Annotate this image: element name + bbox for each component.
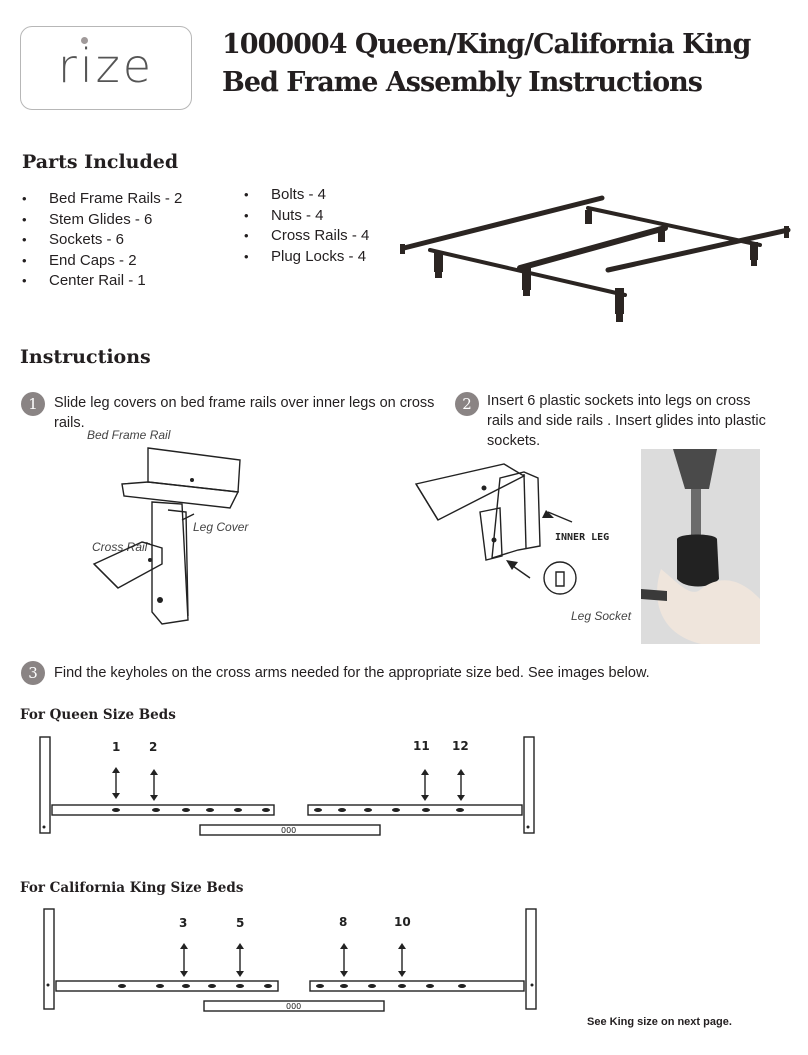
logo-text: rize: [57, 39, 155, 93]
parts-list-2: [244, 185, 369, 267]
parts-list-1: [22, 189, 182, 292]
footer-note: See King size on next page.: [587, 1016, 732, 1028]
label-leg-cover: Leg Cover: [193, 520, 249, 534]
step-2-badge: 2: [455, 392, 479, 416]
calking-heading: For California King Size Beds: [20, 880, 244, 896]
step-3-badge: 3: [21, 661, 45, 685]
page-title: [222, 26, 750, 102]
instructions-heading: Instructions: [20, 346, 151, 368]
list-item: • End Caps - 2: [22, 251, 182, 272]
calking-hole-label: 5: [236, 916, 245, 930]
calking-hole-label: 3: [179, 916, 188, 930]
queen-hole-label: 1: [112, 740, 121, 754]
list-item: • Cross Rails - 4: [244, 226, 369, 247]
title-line-1: 1000004 Queen/King/California King: [222, 29, 751, 60]
glide-insert-photo: [641, 449, 760, 644]
calking-hole-label: 10: [394, 915, 411, 929]
parts-heading: Parts Included: [22, 151, 179, 173]
list-item: • Center Rail - 1: [22, 271, 182, 292]
brand-logo: [20, 26, 192, 110]
queen-hole-label: 12: [452, 739, 469, 753]
queen-heading: For Queen Size Beds: [20, 707, 176, 723]
step-1-text: Slide leg covers on bed frame rails over inner legs on cross rails.: [54, 395, 435, 431]
step-3-text: Find the keyholes on the cross arms needed for the appropriate size bed. See images below.: [54, 665, 650, 681]
step-1-badge: 1: [21, 392, 45, 416]
list-item: • Plug Locks - 4: [244, 247, 369, 268]
list-item: • Stem Glides - 6: [22, 210, 182, 231]
list-item: • Nuts - 4: [244, 206, 369, 227]
list-item: • Bolts - 4: [244, 185, 369, 206]
calking-keyhole-diagram: [42, 905, 547, 1013]
label-cross-rail: Cross Rail: [92, 540, 148, 554]
queen-hole-label: 2: [149, 740, 158, 754]
calking-center-mark: 000: [286, 1002, 302, 1011]
queen-hole-label: 11: [413, 739, 430, 753]
leg-socket-diagram: [412, 460, 622, 600]
label-leg-socket: Leg Socket: [571, 609, 632, 623]
label-inner-leg: INNER LEG: [555, 532, 610, 543]
list-item: • Bed Frame Rails - 2: [22, 189, 182, 210]
queen-keyhole-diagram: [38, 733, 543, 838]
title-line-2: Bed Frame Assembly Instructions: [222, 67, 702, 98]
leg-cover-diagram: [90, 440, 250, 630]
list-item: • Sockets - 6: [22, 230, 182, 251]
bed-frame-image: [400, 190, 795, 335]
queen-center-mark: 000: [281, 826, 297, 835]
label-bed-frame-rail: Bed Frame Rail: [87, 428, 171, 442]
calking-hole-label: 8: [339, 915, 348, 929]
step-2-text: Insert 6 plastic sockets into legs on cross rails and side rails . Insert glides into plastic sockets.: [487, 393, 766, 449]
